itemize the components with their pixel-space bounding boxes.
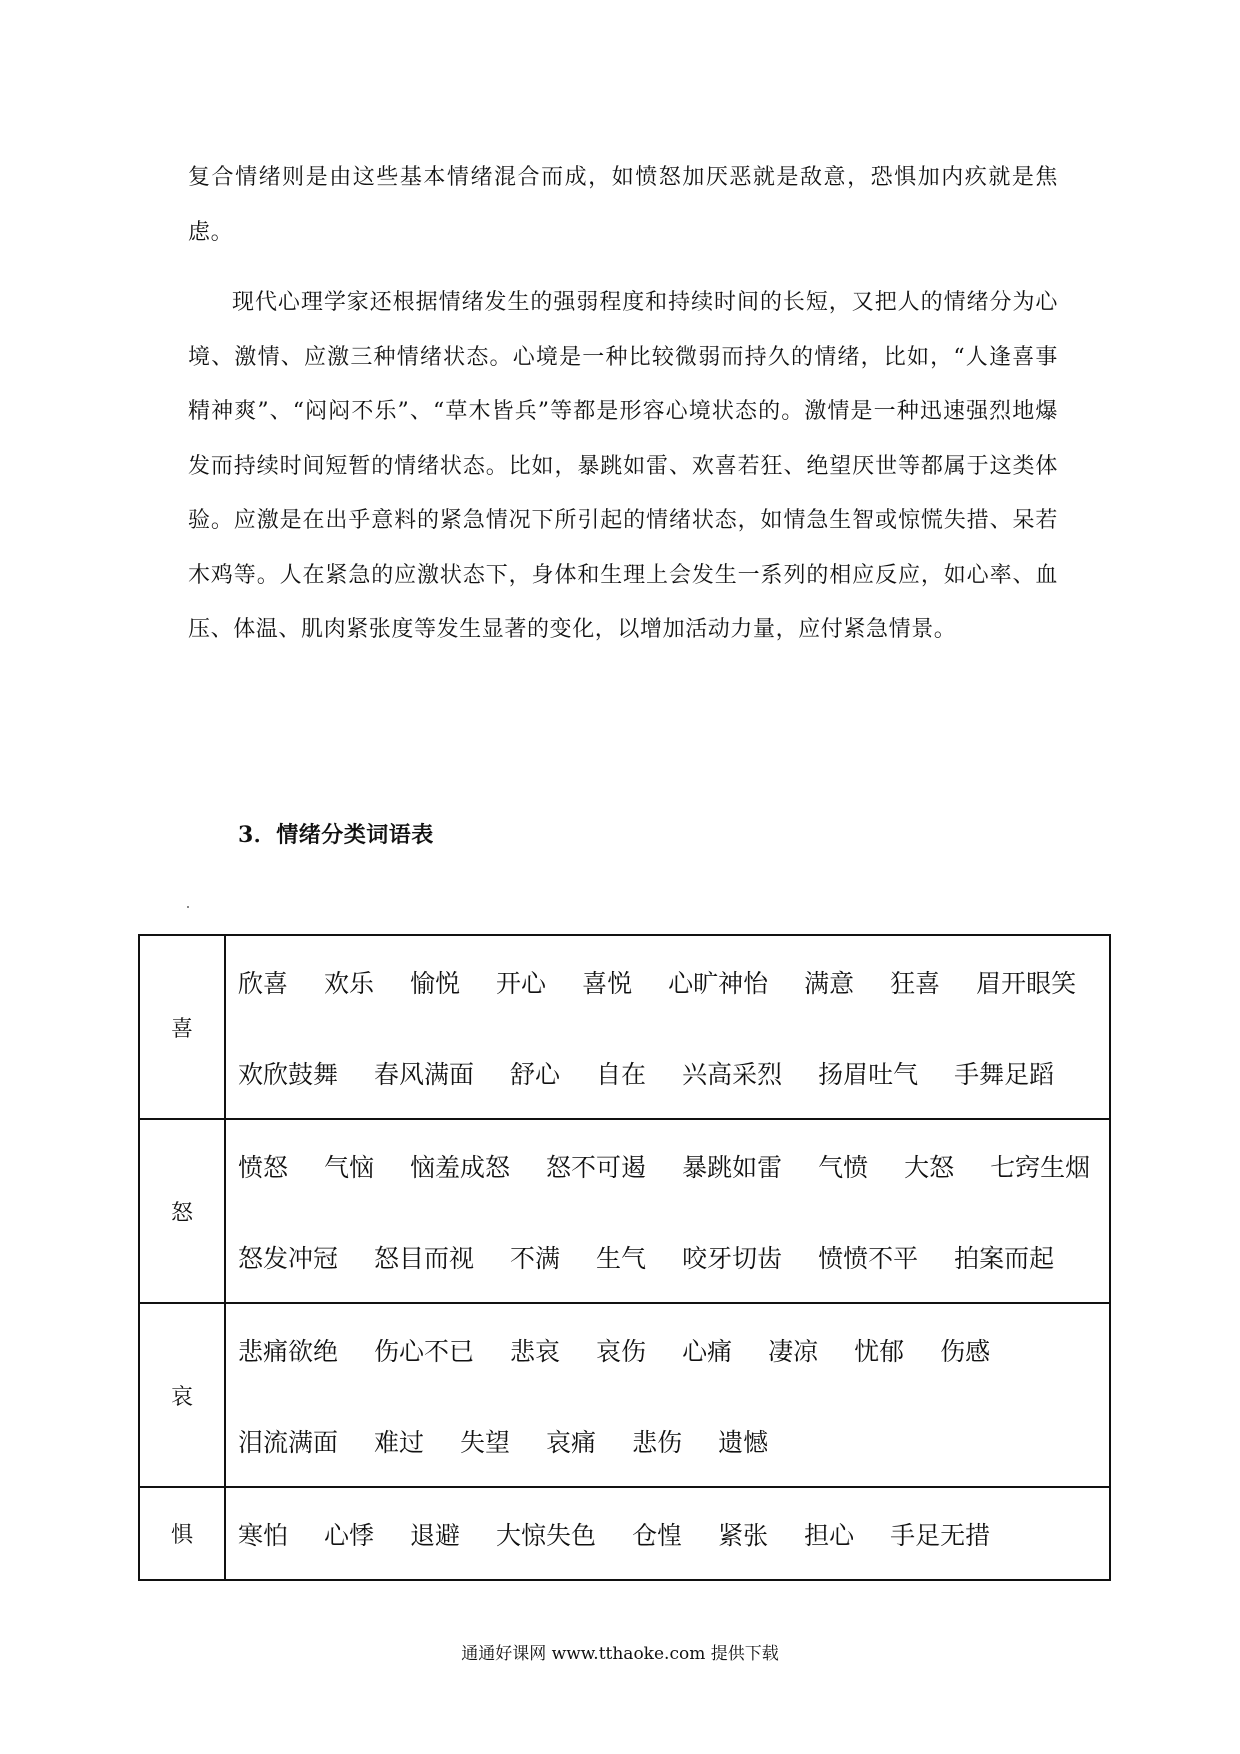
emotion-word: 伤感	[940, 1336, 991, 1366]
emotion-word: 难过	[374, 1427, 425, 1457]
paragraph-emotional-states: 现代心理学家还根据情绪发生的强弱程度和持续时间的长短，又把人的情绪分为心境、激情、应激三种情绪状态。心境是一种比较微弱而持久的情绪，比如，“人逢喜事精神爽”、“闷闷不乐”、“草木皆兵”等都是形容心境状态的。激情是一种迅速强烈地爆发而持续时间短暂的情绪状态。比如，暴跳如雷、欢喜若狂、绝望厌世等都属于这类体验。应激是在出乎意料的紧急情况下所引起的情绪状态，如情急生智或惊慌失措、呆若木鸡等。人在紧急的应激状态下，身体和生理上会发生一系列的相应反应，如心率、血压、体温、肌肉紧张度等发生显著的变化，以增加活动力量，应付紧急情景。	[188, 290, 1058, 642]
emotion-word: 欢乐	[324, 968, 375, 998]
emotion-word: 春风满面	[374, 1059, 475, 1089]
emotion-word: 满意	[804, 968, 855, 998]
word-line	[238, 1395, 1109, 1486]
emotion-word: 手足无措	[890, 1520, 991, 1550]
emotion-word: 愉悦	[410, 968, 461, 998]
emotion-word: 舒心	[510, 1059, 561, 1089]
emotion-word: 悲痛欲绝	[238, 1336, 339, 1366]
emotion-word: 自在	[596, 1059, 647, 1089]
emotion-category-cell: 喜	[139, 935, 225, 1119]
emotion-word: 心悸	[324, 1520, 375, 1550]
emotion-word: 大惊失色	[496, 1520, 597, 1550]
paragraph-compound-emotions: 复合情绪则是由这些基本情绪混合而成，如愤怒加厌恶就是敌意，恐惧加内疚就是焦虑。	[188, 165, 1058, 245]
emotion-word: 泪流满面	[238, 1427, 339, 1457]
emotion-word: 暴跳如雷	[682, 1152, 783, 1182]
emotion-word: 哀痛	[546, 1427, 597, 1457]
emotion-word: 恼羞成怒	[410, 1152, 511, 1182]
table-row	[139, 1487, 1110, 1580]
emotion-word: 失望	[460, 1427, 511, 1457]
word-line	[238, 1488, 1109, 1579]
emotion-word: 兴高采烈	[682, 1059, 783, 1089]
emotion-word: 忧郁	[854, 1336, 905, 1366]
emotion-word: 开心	[496, 968, 547, 998]
word-line	[238, 1211, 1109, 1302]
emotion-word: 悲伤	[632, 1427, 683, 1457]
emotion-words-cell	[225, 1119, 1110, 1303]
emotion-word: 不满	[510, 1243, 561, 1273]
emotion-word: 生气	[596, 1243, 647, 1273]
emotion-word: 凄凉	[768, 1336, 819, 1366]
emotion-word: 欣喜	[238, 968, 289, 998]
emotion-word-table	[138, 934, 1111, 1581]
emotion-word: 喜悦	[582, 968, 633, 998]
emotion-word: 伤心不已	[374, 1336, 475, 1366]
emotion-category-cell: 惧	[139, 1487, 225, 1580]
emotion-word: 怒不可遏	[546, 1152, 647, 1182]
emotion-words-cell	[225, 935, 1110, 1119]
emotion-word: 眉开眼笑	[976, 968, 1077, 998]
emotion-word: 寒怕	[238, 1520, 289, 1550]
emotion-word: 狂喜	[890, 968, 941, 998]
emotion-word: 心旷神怡	[668, 968, 769, 998]
emotion-word: 仓惶	[632, 1520, 683, 1550]
emotion-words-cell	[225, 1303, 1110, 1487]
emotion-word: 退避	[410, 1520, 461, 1550]
word-line	[238, 936, 1109, 1027]
table-row	[139, 1119, 1110, 1303]
footer-download-note: 通通好课网 www.tthaoke.com 提供下载	[461, 1644, 779, 1664]
emotion-word: 心痛	[682, 1336, 733, 1366]
emotion-word: 咬牙切齿	[682, 1243, 783, 1273]
section-heading: 3．情绪分类词语表	[238, 822, 434, 848]
emotion-words-cell	[225, 1487, 1110, 1580]
word-line	[238, 1120, 1109, 1211]
emotion-category-cell: 怒	[139, 1119, 225, 1303]
emotion-word: 愤愤不平	[818, 1243, 919, 1273]
emotion-word: 七窍生烟	[990, 1152, 1091, 1182]
emotion-word: 扬眉吐气	[818, 1059, 919, 1089]
emotion-word: 哀伤	[596, 1336, 647, 1366]
emotion-word: 担心	[804, 1520, 855, 1550]
emotion-word: 怒目而视	[374, 1243, 475, 1273]
emotion-word: 气恼	[324, 1152, 375, 1182]
table-row	[139, 1303, 1110, 1487]
emotion-word: 欢欣鼓舞	[238, 1059, 339, 1089]
emotion-category-cell: 哀	[139, 1303, 225, 1487]
table-row	[139, 935, 1110, 1119]
word-line	[238, 1304, 1109, 1395]
emotion-word: 遗憾	[718, 1427, 769, 1457]
emotion-word: 手舞足蹈	[954, 1059, 1055, 1089]
emotion-word: 拍案而起	[954, 1243, 1055, 1273]
emotion-word: 大怒	[904, 1152, 955, 1182]
word-line	[238, 1027, 1109, 1118]
emotion-word: 怒发冲冠	[238, 1243, 339, 1273]
emotion-word: 气愤	[818, 1152, 869, 1182]
emotion-word: 悲哀	[510, 1336, 561, 1366]
scan-dot	[187, 906, 189, 908]
emotion-word: 愤怒	[238, 1152, 289, 1182]
emotion-word: 紧张	[718, 1520, 769, 1550]
